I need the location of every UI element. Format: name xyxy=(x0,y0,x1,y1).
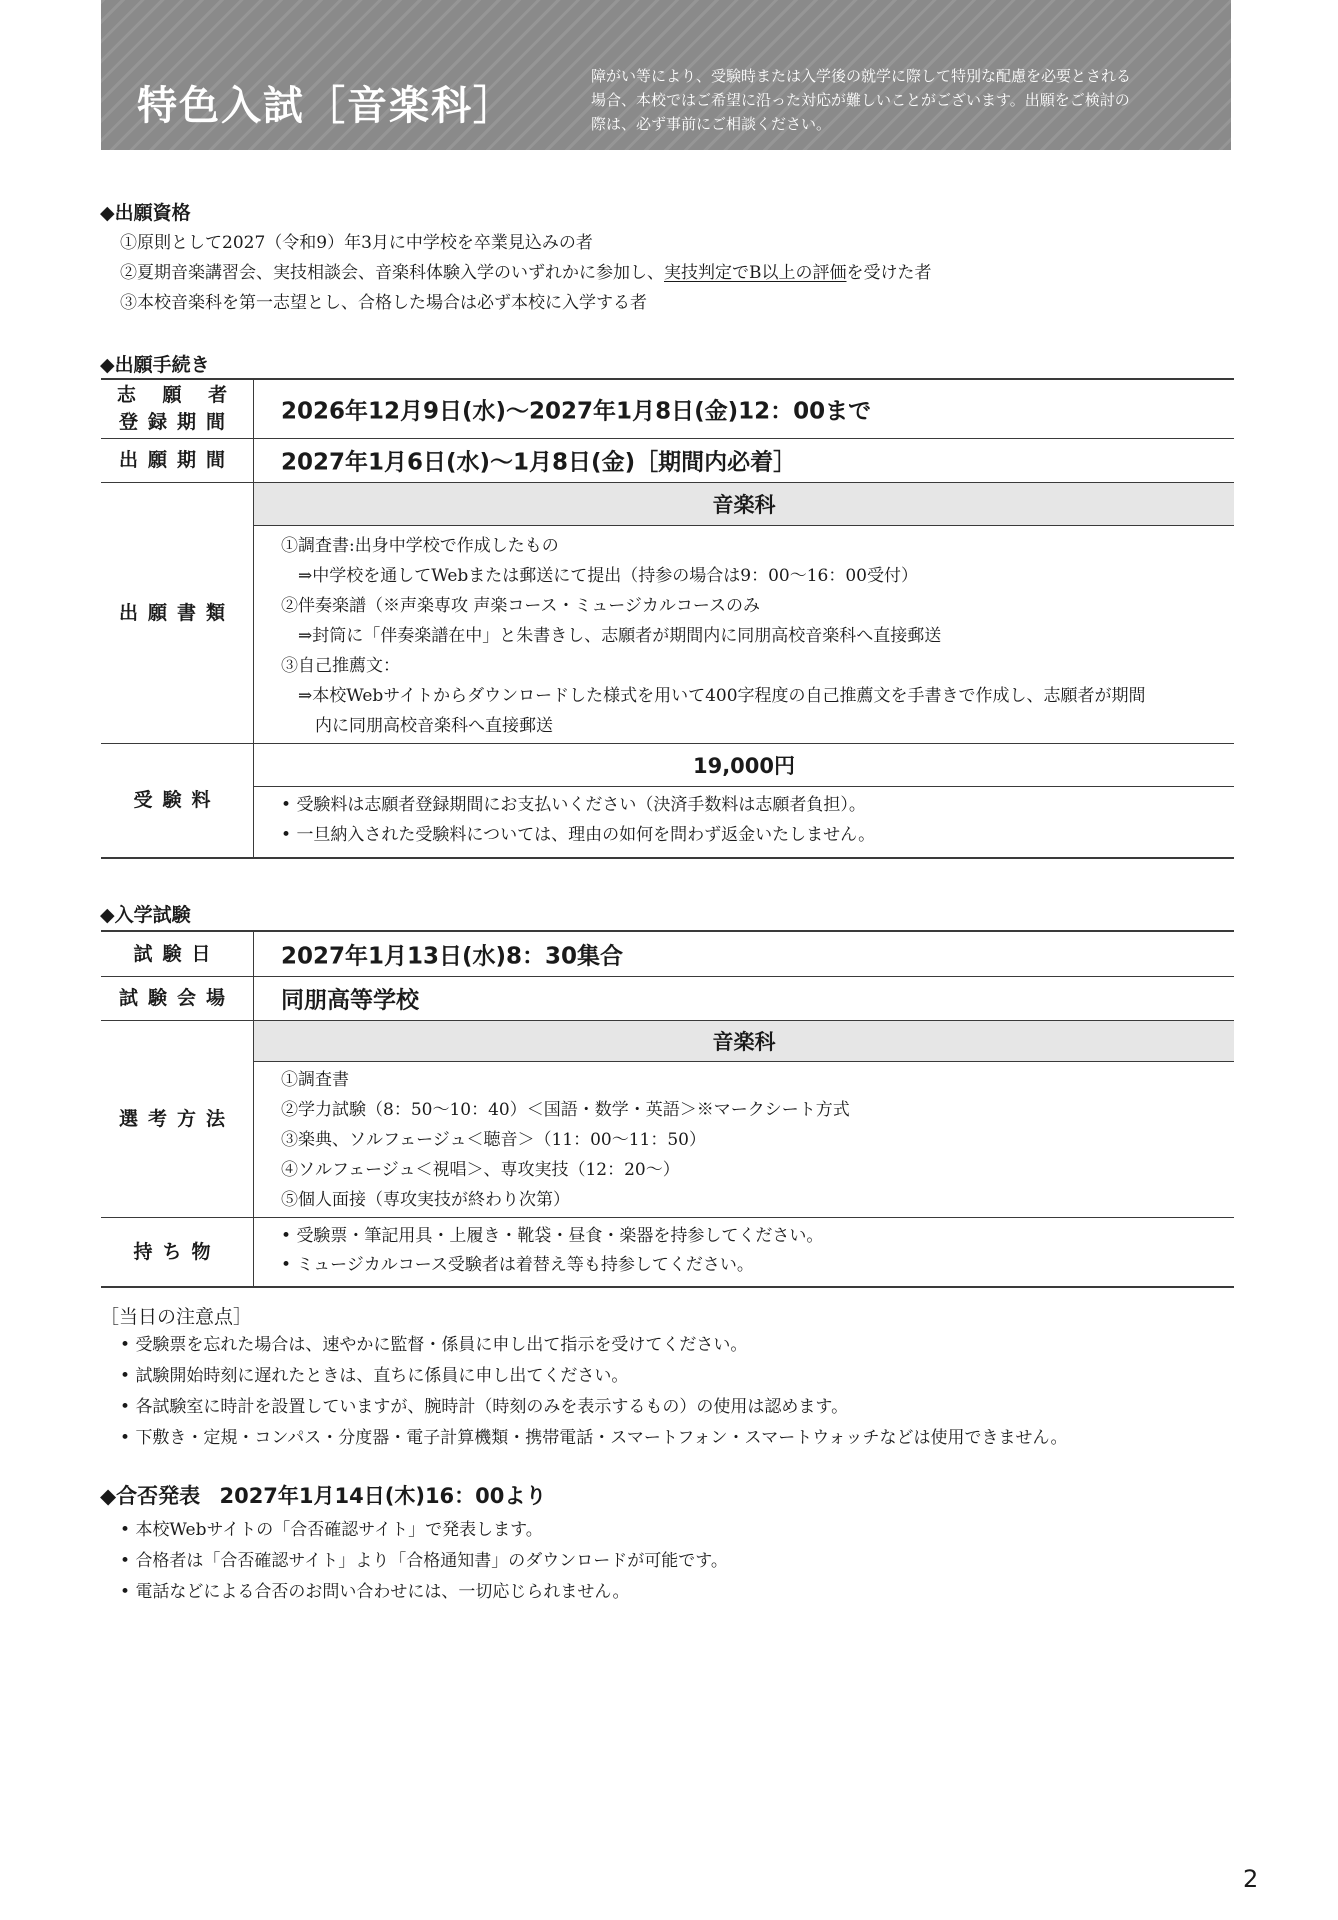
list-item: ①調査書 xyxy=(281,1070,349,1090)
fee-cell xyxy=(254,744,1234,857)
application-period-cell xyxy=(254,438,1234,482)
header-note-line: 場合、本校ではご希望に沿った対応が難しいことがございます。出願をご検討の xyxy=(591,91,1130,109)
selection-method-label: 選考方法 xyxy=(101,1021,254,1217)
qualification-text: を受けた者 xyxy=(846,263,932,283)
table-row xyxy=(101,378,1234,439)
qualification-item: ①原則として2027（令和9）年3月に中学校を卒業見込みの者 xyxy=(120,233,593,253)
documents-subhead: 音楽科 xyxy=(254,483,1234,526)
exam-venue-value: 同朋高等学校 xyxy=(281,987,419,1014)
list-item: • 本校Webサイトの「合否確認サイト」で発表します。 xyxy=(120,1515,728,1546)
notes-list xyxy=(120,1330,1068,1454)
qualification-item: ③本校音楽科を第一志望とし、合格した場合は必ず本校に入学する者 xyxy=(120,293,647,313)
qualification-underlined: 実技判定でB以上の評価 xyxy=(664,263,847,283)
list-item: • 電話などによる合否のお問い合わせには、一切応じられません。 xyxy=(120,1577,728,1608)
table-row xyxy=(101,744,1234,859)
list-item: • 下敷き・定規・コンパス・分度器・電子計算機類・携帯電話・スマートフォン・スマートウォッチなどは使用できません。 xyxy=(120,1423,1068,1454)
exam-heading: ◆入学試験 xyxy=(100,904,191,926)
table-row xyxy=(101,483,1234,744)
application-period-value: 2027年1月6日(水)～1月8日(金)［期間内必着］ xyxy=(281,449,797,476)
table-row xyxy=(101,1218,1234,1288)
header-banner xyxy=(101,0,1231,150)
page-title: 特色入試［音楽科］ xyxy=(137,83,515,129)
documents-label: 出願書類 xyxy=(101,483,254,743)
documents-list xyxy=(281,531,1146,741)
fee-amount: 19,000円 xyxy=(254,744,1234,787)
list-item: ②学力試験（8：50～10：40）＜国語・数学・英語＞※マークシート方式 xyxy=(281,1100,850,1120)
documents-cell xyxy=(254,483,1234,743)
list-item: • 受験票を忘れた場合は、速やかに監督・係員に申し出て指示を受けてください。 xyxy=(120,1330,1068,1361)
list-item: ⑤個人面接（専攻実技が終わり次第） xyxy=(281,1190,570,1210)
list-item: ④ソルフェージュ＜視唱＞、専攻実技（12：20～） xyxy=(281,1160,680,1180)
list-item: • 一旦納入された受験料については、理由の如何を問わず返金いたしません。 xyxy=(281,820,875,850)
list-item: ⇒封筒に「伴奏楽譜在中」と朱書きし、志願者が期間内に同朋高校音楽科へ直接郵送 xyxy=(281,626,942,646)
registration-period-cell xyxy=(254,380,1234,438)
registration-period-label xyxy=(101,380,254,438)
list-item: • 各試験室に時計を設置していますが、腕時計（時刻のみを表示するもの）の使用は認めます。 xyxy=(120,1392,1068,1423)
table-row xyxy=(101,976,1234,1021)
table-row xyxy=(101,438,1234,483)
results-list xyxy=(120,1515,728,1608)
header-note-line: 障がい等により、受験時または入学後の就学に際して特別な配慮を必要とされる xyxy=(591,67,1132,85)
table-row xyxy=(101,1021,1234,1218)
notes-heading: ［当日の注意点］ xyxy=(100,1306,253,1328)
fee-notes xyxy=(281,790,875,850)
header-note xyxy=(591,64,1211,136)
qualification-item xyxy=(120,258,1220,288)
list-item: ③楽典、ソルフェージュ＜聴音＞（11：00～11：50） xyxy=(281,1130,706,1150)
results-label: ◆合否発表 xyxy=(100,1484,201,1508)
list-item: • 合格者は「合否確認サイト」より「合格通知書」のダウンロードが可能です。 xyxy=(120,1546,728,1577)
header-note-line: 際は、必ず事前にご相談ください。 xyxy=(591,115,832,133)
exam-venue-cell xyxy=(254,976,1234,1020)
belongings-cell xyxy=(254,1218,1234,1286)
qualification-text: ②夏期音楽講習会、実技相談会、音楽科体験入学のいずれかに参加し、 xyxy=(120,263,664,283)
application-period-label: 出願期間 xyxy=(101,438,254,482)
label-line: 志 願 者 xyxy=(116,384,238,406)
results-heading xyxy=(100,1480,546,1510)
fee-label: 受験料 xyxy=(101,744,254,857)
list-item: ⇒中学校を通してWebまたは郵送にて提出（持参の場合は9：00～16：00受付） xyxy=(281,566,918,586)
list-item: ②伴奏楽譜（※声楽専攻 声楽コース・ミュージカルコースのみ xyxy=(281,596,761,616)
exam-date-cell xyxy=(254,932,1234,976)
selection-method-cell xyxy=(254,1021,1234,1217)
selection-method-list xyxy=(281,1065,850,1215)
list-item: • ミュージカルコース受験者は着替え等も持参してください。 xyxy=(281,1251,823,1280)
procedure-heading: ◆出願手続き xyxy=(100,354,210,376)
list-item: ③自己推薦文： xyxy=(281,656,400,676)
list-item: • 受験票・筆記用具・上履き・靴袋・昼食・楽器を持参してください。 xyxy=(281,1222,823,1251)
selection-method-subhead: 音楽科 xyxy=(254,1021,1234,1062)
label-line: 登録期間 xyxy=(118,411,235,433)
belongings-label: 持ち物 xyxy=(101,1218,254,1286)
list-item: • 受験料は志願者登録期間にお支払いください（決済手数料は志願者負担）。 xyxy=(281,790,875,820)
registration-period-value: 2026年12月9日(水)～2027年1月8日(金)12：00まで xyxy=(281,398,872,425)
exam-venue-label: 試験会場 xyxy=(101,976,254,1020)
table-row xyxy=(101,930,1234,977)
list-item: • 試験開始時刻に遅れたときは、直ちに係員に申し出てください。 xyxy=(120,1361,1068,1392)
list-item: 内に同朋高校音楽科へ直接郵送 xyxy=(281,716,553,736)
exam-date-label: 試験日 xyxy=(101,932,254,976)
results-date: 2027年1月14日(木)16：00より xyxy=(219,1484,547,1508)
qualifications-list xyxy=(120,228,1220,318)
page-number: 2 xyxy=(1243,1865,1259,1893)
belongings-list xyxy=(281,1222,823,1280)
exam-date-value: 2027年1月13日(水)8：30集合 xyxy=(281,943,624,970)
list-item: ①調査書:出身中学校で作成したもの xyxy=(281,536,559,556)
qualifications-heading: ◆出願資格 xyxy=(100,202,191,224)
list-item: ⇒本校Webサイトからダウンロードした様式を用いて400字程度の自己推薦文を手書きで作成し、志願者が期間 xyxy=(281,686,1146,706)
